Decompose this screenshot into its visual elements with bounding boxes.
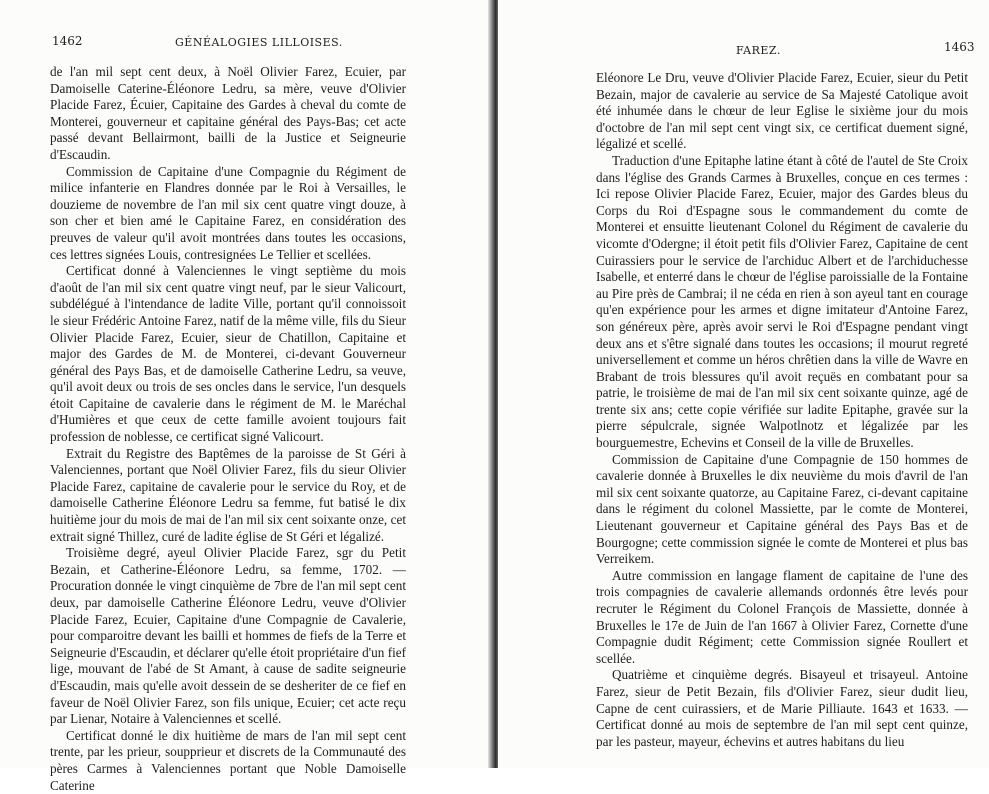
right-paragraph: Quatrième et cinquième degrés. Bisayeul et trisayeul. Antoine Farez, sieur de Petit Bezain, fils d'Olivier Farez, sieur dudit lieu, Capne de cent cuirassiers, et de Marie Pilliaute. 1643 et 1633. — Certificat donné au mois de septembre de l'an mil sept cent quinze, par les pasteur, mayeur, échevins et autres habitans du lieu (596, 667, 968, 749)
left-paragraph: Commission de Capitaine d'une Compagnie du Régiment de milice infanterie en Flandres donnée par le Roi à Versailles, le douzieme de novembre de l'an mil six cent quatre vingt douze, à son cher et bien amé le Capitaine Farez, en considération des preuves de valeur qu'il avoit montrées dans toutes les occasions, ces lettres signées Louis, contresignées Le Tellier et scellées. (50, 163, 406, 262)
left-paragraph: Certificat donné à Valenciennes le vingt septième du mois d'août de l'an mil six cent quatre vingt neuf, par le sieur Valicourt, subdélégué à l'intendance de ladite Ville, portant qu'il connoissoit le sieur Frédéric Antoine Farez, natif de la même ville, fils du Sieur Olivier Placide Farez, Ecuier, sieur de Chatillon, Capitaine et major des Gardes de M. de Monterei, ci-devant Gouverneur général des Pays Bas, et de damoiselle Catherine Ledru, sa veuve, qu'il avoit deux ou trois de ses oncles dans le service, l'un desquels étoit Capitaine de cavalerie dans le régiment de M. le Maréchal d'Humières et que ceux de cette famille avoient toujours fait profession de noblesse, ce certificat signé Valicourt. (50, 263, 406, 445)
right-paragraph: Traduction d'une Epitaphe latine étant à côté de l'autel de Ste Croix dans l'église des Grands Carmes à Bruxelles, conçue en ces termes : Ici repose Olivier Placide Farez, Ecuier, major des Gardes bleus du Corps du Roi d'Espagne sous le commandement du comte de Monterei et ensuitte lieutenant Colonel du Régiment de cavalerie du vicomte d'Odergne; il étoit petit fils d'Olivier Farez, Capitaine de cent Cuirassiers pour le service de l'archiduc Albert et de l'archiduchesse Isabelle, et enterré dans le chœur de l'église paroissialle de la Fontaine au Pire près de Cambrai; il ne céda en rien à son ayeul tant en courage qu'en expérience pour les armes et digne imitateur d'Antoine Farez, son généreux père, après avoir servi le Roi d'Espagne pendant vingt deux ans et s'être signalé dans toutes les occasions; il mourut regreté universellement et comme un héros chrêtien dans la ville de Wavre en Brabant de trois blessures qu'il avoit reçuës en combatant pour sa patrie, le troisième de mai de l'an mil six cent soixante quinze, agé de trente six ans; cette copie vérifiée sur ladite Epitaphe, gravée sur la pierre sépulcrale, signée Walpotlnotz et légalizée par les bourguemestre, Echevins et Conseil de la ville de Bruxelles. (596, 152, 968, 451)
left-paragraph: de l'an mil sept cent deux, à Noël Olivier Farez, Ecuier, par Damoiselle Caterine-Éléonore Ledru, sa mère, veuve d'Olivier Placide Farez, Écuier, Capitaine des Gardes à cheval du comte de Monterei, gouverneur et capitaine général des Pays-Bas; cet acte passé devant Bellairmont, bailli de la Justice et Seigneurie d'Escaudin. (50, 64, 406, 162)
left-paragraph: Extrait du Registre des Baptêmes de la paroisse de St Géri à Valenciennes, portant que Noël Olivier Farez, fils du sieur Olivier Placide Farez, capitaine de cavalerie pour le service du Roy, et de damoiselle Catherine Éléonore Ledru sa femme, fut batisé le dix huitième jour du mois de mai de l'an mil six cent soixante onze, cet extrait signé Thillez, curé de ladite église de St Géri et légalizé. (50, 445, 406, 544)
right-paragraph: Eléonore Le Dru, veuve d'Olivier Placide Farez, Ecuier, sieur du Petit Bezain, major de cavalerie au service de Sa Majesté Catolique avoit été inhumée dans le chœur de leur Eglise le sixième jour du mois d'octobre de l'an mil sept cent vingt six, ce certificat duement signé, légalizé et scellé. (596, 70, 968, 152)
right-paragraph: Commission de Capitaine d'une Compagnie de 150 hommes de cavalerie donnée à Bruxelles le dix neuvième du mois d'avril de l'an mil six cent soixante quatorze, au Capitaine Farez, ci-devant capitaine dans le régiment du colonel Massiette, par le comte de Monterei, Lieutenant gouverneur et Capitaine général des Pays Bas et de Bourgogne; cette commission signée le comte de Monterei et plus bas Verreikem. (596, 451, 968, 567)
left-page-text (50, 64, 406, 794)
left-page-number: 1462 (52, 34, 83, 48)
left-paragraph: Troisième degré, ayeul Olivier Placide Farez, sgr du Petit Bezain, et Catherine-Éléonore Ledru, sa femme, 1702. — Procuration donnée le vingt cinquième de 7bre de l'an mil sept cent deux, par damoiselle Catherine Éléonore Ledru, veuve d'Olivier Placide Farez, Ecuier, Capitaine d'une Compagnie de Cavalerie, pour comparoitre devant les bailli et hommes de fiefs de la Terre et Seigneurie d'Escaudin, et déclarer qu'elle étoit propriétaire d'un fief lige, mouvant de l'abé de St Amant, à cause de sadite seigneurie d'Escaudin, mais qu'elle avoit dessein de se desheriter de ce fief en faveur de Noël Olivier Farez, son fils unique, Ecuier; cet acte reçu par Lienar, Notaire à Valenciennes et scellé. (50, 545, 406, 727)
left-paragraph: Certificat donné le dix huitième de mars de l'an mil sept cent trente, par les prieur, soupprieur et discrets de la Communauté des pères Carmes à Valenciennes portant que Noble Damoiselle Caterine (50, 727, 406, 793)
right-page-number: 1463 (944, 40, 975, 54)
right-page-text (596, 70, 968, 750)
left-page (0, 0, 494, 793)
left-running-head: GÉNÉALOGIES LILLOISES. (175, 36, 343, 49)
right-running-head: FAREZ. (736, 44, 781, 57)
right-page (498, 0, 989, 768)
right-paragraph: Autre commission en langage flament de capitaine de l'une des trois compagnies de cavalerie allemands ordonnés être levés pour recruter le Régiment du Colonel François de Massiette, donnée à Bruxelles le 17e de Juin de l'an 1667 à Olivier Farez, Cornette d'une Compagnie dudit Régiment; cette Commission signée Roullert et scellée. (596, 567, 968, 666)
